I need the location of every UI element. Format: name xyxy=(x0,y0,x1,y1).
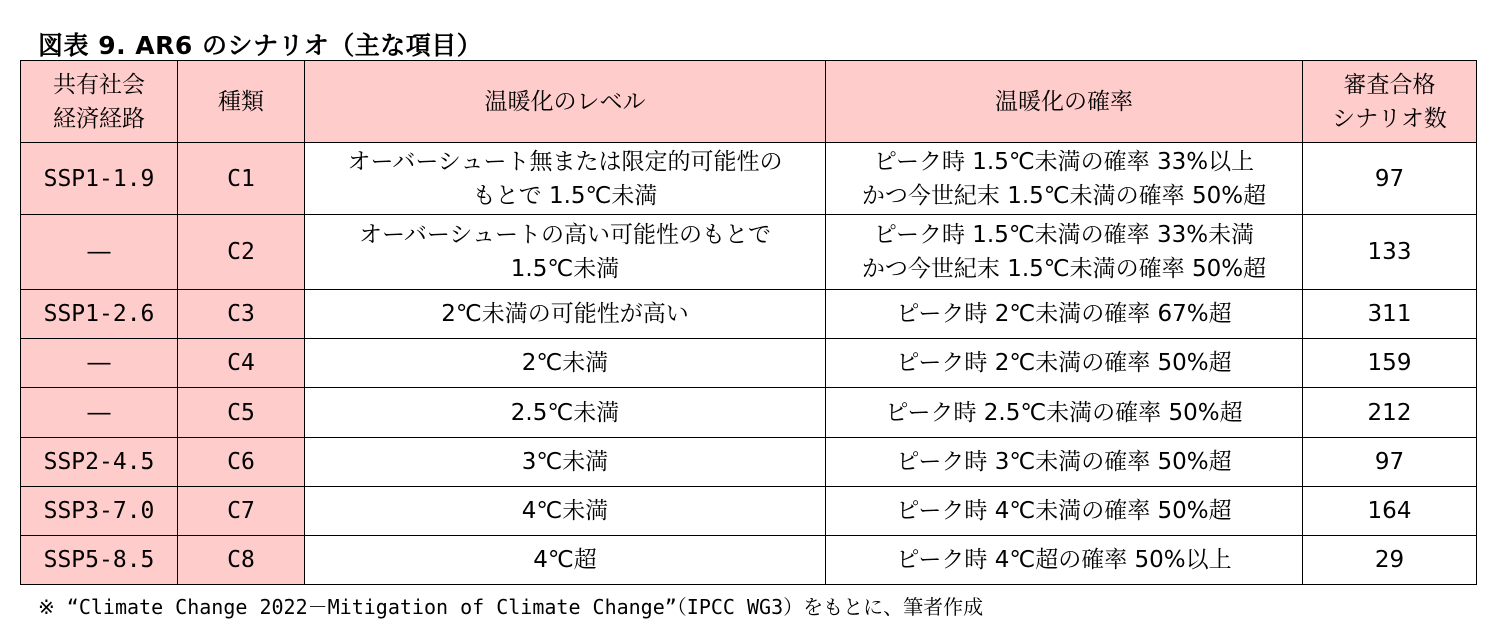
ssp-cell: SSP5-8.5 xyxy=(21,536,178,585)
category-cell: C6 xyxy=(178,438,305,487)
level-cell xyxy=(305,215,826,290)
count-cell: 212 xyxy=(1303,388,1477,438)
table-row xyxy=(21,143,1477,215)
probability-cell: ピーク時 4℃超の確率 50%以上 xyxy=(826,536,1303,585)
category-cell: C4 xyxy=(178,339,305,388)
category-cell: C3 xyxy=(178,290,305,339)
category-cell: C7 xyxy=(178,487,305,536)
ssp-cell: ― xyxy=(21,339,178,388)
table-row xyxy=(21,487,1477,536)
category-cell: C5 xyxy=(178,388,305,438)
header-ssp xyxy=(21,61,178,143)
level-cell: 2℃未満 xyxy=(305,339,826,388)
level-cell: 2℃未満の可能性が高い xyxy=(305,290,826,339)
table-row xyxy=(21,388,1477,438)
table-row xyxy=(21,215,1477,290)
header-level: 温暖化のレベル xyxy=(305,61,826,143)
probability-line-1: ピーク時 1.5℃未満の確率 33%未満 xyxy=(873,222,1255,248)
scenario-table xyxy=(20,60,1477,585)
ssp-cell: SSP2-4.5 xyxy=(21,438,178,487)
level-cell: 2.5℃未満 xyxy=(305,388,826,438)
count-cell: 133 xyxy=(1303,215,1477,290)
header-row xyxy=(21,61,1477,143)
table-row xyxy=(21,536,1477,585)
ssp-cell: SSP1-1.9 xyxy=(21,143,178,215)
ssp-cell: SSP3-7.0 xyxy=(21,487,178,536)
probability-line-2: かつ今世紀末 1.5℃未満の確率 50%超 xyxy=(861,182,1267,209)
category-cell: C8 xyxy=(178,536,305,585)
probability-cell xyxy=(826,215,1303,290)
figure-title: 図表 9. AR6 のシナリオ（主な項目） xyxy=(38,31,483,60)
probability-cell: ピーク時 3℃未満の確率 50%超 xyxy=(826,438,1303,487)
probability-cell xyxy=(826,143,1303,215)
probability-cell: ピーク時 4℃未満の確率 50%超 xyxy=(826,487,1303,536)
level-cell: 3℃未満 xyxy=(305,438,826,487)
header-category: 種類 xyxy=(178,61,305,143)
probability-cell: ピーク時 2℃未満の確率 67%超 xyxy=(826,290,1303,339)
ssp-cell: ― xyxy=(21,215,178,290)
level-cell: 4℃未満 xyxy=(305,487,826,536)
header-count xyxy=(1303,61,1477,143)
table-row xyxy=(21,339,1477,388)
header-probability: 温暖化の確率 xyxy=(826,61,1303,143)
category-cell: C1 xyxy=(178,143,305,215)
ssp-cell: SSP1-2.6 xyxy=(21,290,178,339)
category-cell: C2 xyxy=(178,215,305,290)
header-count-line-1: 審査合格 xyxy=(1343,71,1436,98)
count-cell: 164 xyxy=(1303,487,1477,536)
count-cell: 97 xyxy=(1303,438,1477,487)
table-row xyxy=(21,290,1477,339)
table-row xyxy=(21,438,1477,487)
probability-line-2: かつ今世紀末 1.5℃未満の確率 50%超 xyxy=(861,256,1267,282)
header-count-line-2: シナリオ数 xyxy=(1332,105,1447,132)
level-line-2: 1.5℃未満 xyxy=(510,256,620,282)
header-ssp-line-1: 共有社会 xyxy=(53,71,145,98)
header-ssp-line-2: 経済経路 xyxy=(53,105,145,132)
probability-cell: ピーク時 2.5℃未満の確率 50%超 xyxy=(826,388,1303,438)
ssp-cell: ― xyxy=(21,388,178,438)
probability-line-1: ピーク時 1.5℃未満の確率 33%以上 xyxy=(873,148,1255,175)
source-footnote: ※ “Climate Change 2022－Mitigation of Climate Change”（IPCC WG3）をもとに、筆者作成 xyxy=(38,595,984,619)
level-cell: 4℃超 xyxy=(305,536,826,585)
level-line-1: オーバーシュート無または限定的可能性の xyxy=(347,148,783,175)
probability-cell: ピーク時 2℃未満の確率 50%超 xyxy=(826,339,1303,388)
count-cell: 97 xyxy=(1303,143,1477,215)
level-cell xyxy=(305,143,826,215)
count-cell: 29 xyxy=(1303,536,1477,585)
level-line-1: オーバーシュートの高い可能性のもとで xyxy=(359,222,771,248)
count-cell: 159 xyxy=(1303,339,1477,388)
level-line-2: もとで 1.5℃未満 xyxy=(472,182,658,209)
count-cell: 311 xyxy=(1303,290,1477,339)
